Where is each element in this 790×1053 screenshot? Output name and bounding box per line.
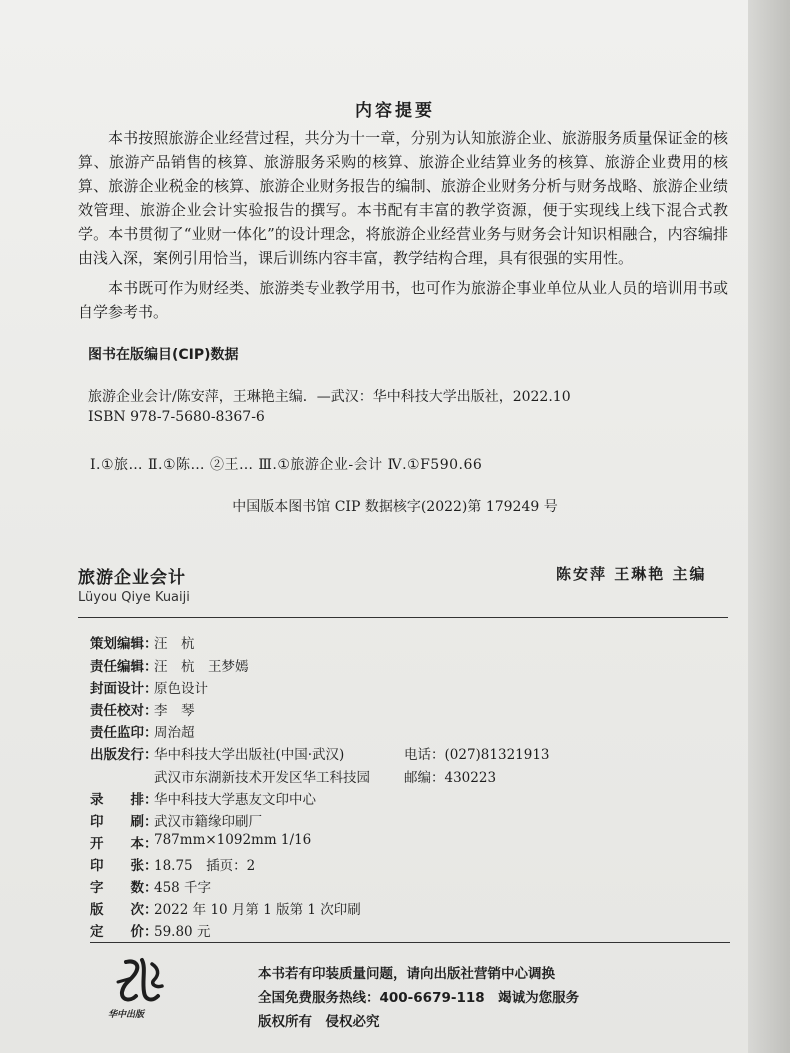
book-title: 旅游企业会计 <box>78 568 186 588</box>
credit-value: 汪 杭 <box>154 636 195 652</box>
notice-quality: 本书若有印装质量问题，请向出版社营销中心调换 <box>258 966 555 982</box>
credit-value: 18.75 插页：2 <box>154 858 256 874</box>
credit-value: 458 千字 <box>154 880 212 896</box>
title-divider <box>78 617 728 618</box>
publisher-logo-caption: 华中出版 <box>108 1010 145 1020</box>
credit-label: 印 刷： <box>90 814 158 830</box>
book-authors: 陈安萍 王琳艳 主编 <box>556 565 707 583</box>
credit-value: 原色设计 <box>154 681 208 697</box>
summary-title: 内容提要 <box>355 101 435 121</box>
publisher-phone: 电话：(027)81321913 <box>404 747 550 763</box>
publisher-postcode: 邮编：430223 <box>404 770 497 786</box>
credit-label: 字 数： <box>90 880 158 896</box>
book-pinyin: Lüyou Qiye Kuaiji <box>78 590 190 605</box>
credit-label: 版 次： <box>90 902 158 918</box>
credit-label: 定 价： <box>90 924 158 940</box>
notice-copyright: 版权所有 侵权必究 <box>258 1014 380 1030</box>
publisher-logo-icon <box>112 952 172 1012</box>
cip-number: 中国版本图书馆 CIP 数据核字(2022)第 179249 号 <box>232 499 558 515</box>
summary-paragraph-1: 本书按照旅游企业经营过程，共分为十一章，分别为认知旅游企业、旅游服务质量保证金的核算、旅游产品销售的核算、旅游服务采购的核算、旅游企业结算业务的核算、旅游企业费用的核算、旅游企业税金的核算、旅游企业财务报告的编制、旅游企业财务分析与财务战略、旅游企业绩效管理、旅游企业会计实验报告的撰写。本书配有丰富的教学资源，便于实现线上线下混合式教学。本书贯彻了“业财一体化”的设计理念，将旅游企业经营业务与财务会计知识相融合，内容编排由浅入深，案例引用恰当，课后训练内容丰富，教学结构合理，具有很强的实用性。 <box>78 129 728 267</box>
credit-label: 封面设计： <box>90 681 158 697</box>
credit-value: 李 琴 <box>154 703 195 719</box>
cip-heading: 图书在版编目(CIP)数据 <box>88 347 239 363</box>
page-edge <box>748 0 790 1053</box>
notice-hotline: 全国免费服务热线：400-6679-118 竭诚为您服务 <box>258 990 580 1006</box>
summary-body <box>78 126 728 324</box>
credit-label: 责任监印： <box>90 725 158 741</box>
credit-value: 汪 杭 王梦嫣 <box>154 659 249 675</box>
cip-classification: Ⅰ.①旅… Ⅱ.①陈… ②王… Ⅲ.①旅游企业-会计 Ⅳ.①F590.66 <box>90 457 483 473</box>
credit-label: 责任编辑： <box>90 659 158 675</box>
credit-value: 周治超 <box>154 725 195 741</box>
credit-label: 印 张： <box>90 858 158 874</box>
credit-label: 开 本： <box>90 836 158 852</box>
cip-isbn: ISBN 978-7-5680-8367-6 <box>88 409 265 425</box>
publisher-address: 武汉市东湖新技术开发区华工科技园 <box>154 770 370 786</box>
credit-value: 787mm×1092mm 1/16 <box>154 832 312 848</box>
credit-value: 华中科技大学惠友文印中心 <box>154 792 316 808</box>
cip-record-line: 旅游企业会计/陈安萍，王琳艳主编．—武汉：华中科技大学出版社，2022.10 <box>88 389 571 405</box>
credit-value: 武汉市籍缘印刷厂 <box>154 814 262 830</box>
credit-label: 策划编辑： <box>90 636 158 652</box>
credit-label: 出版发行： <box>90 747 158 763</box>
credit-value: 2022 年 10 月第 1 版第 1 次印刷 <box>154 902 361 918</box>
credits-divider <box>90 942 730 943</box>
credit-label: 责任校对： <box>90 703 158 719</box>
credit-value: 华中科技大学出版社(中国·武汉) <box>154 747 345 763</box>
summary-paragraph-2: 本书既可作为财经类、旅游类专业教学用书，也可作为旅游企事业单位从业人员的培训用书或自学参考书。 <box>78 279 728 321</box>
credit-label: 录 排： <box>90 792 158 808</box>
credit-value: 59.80 元 <box>154 924 211 940</box>
